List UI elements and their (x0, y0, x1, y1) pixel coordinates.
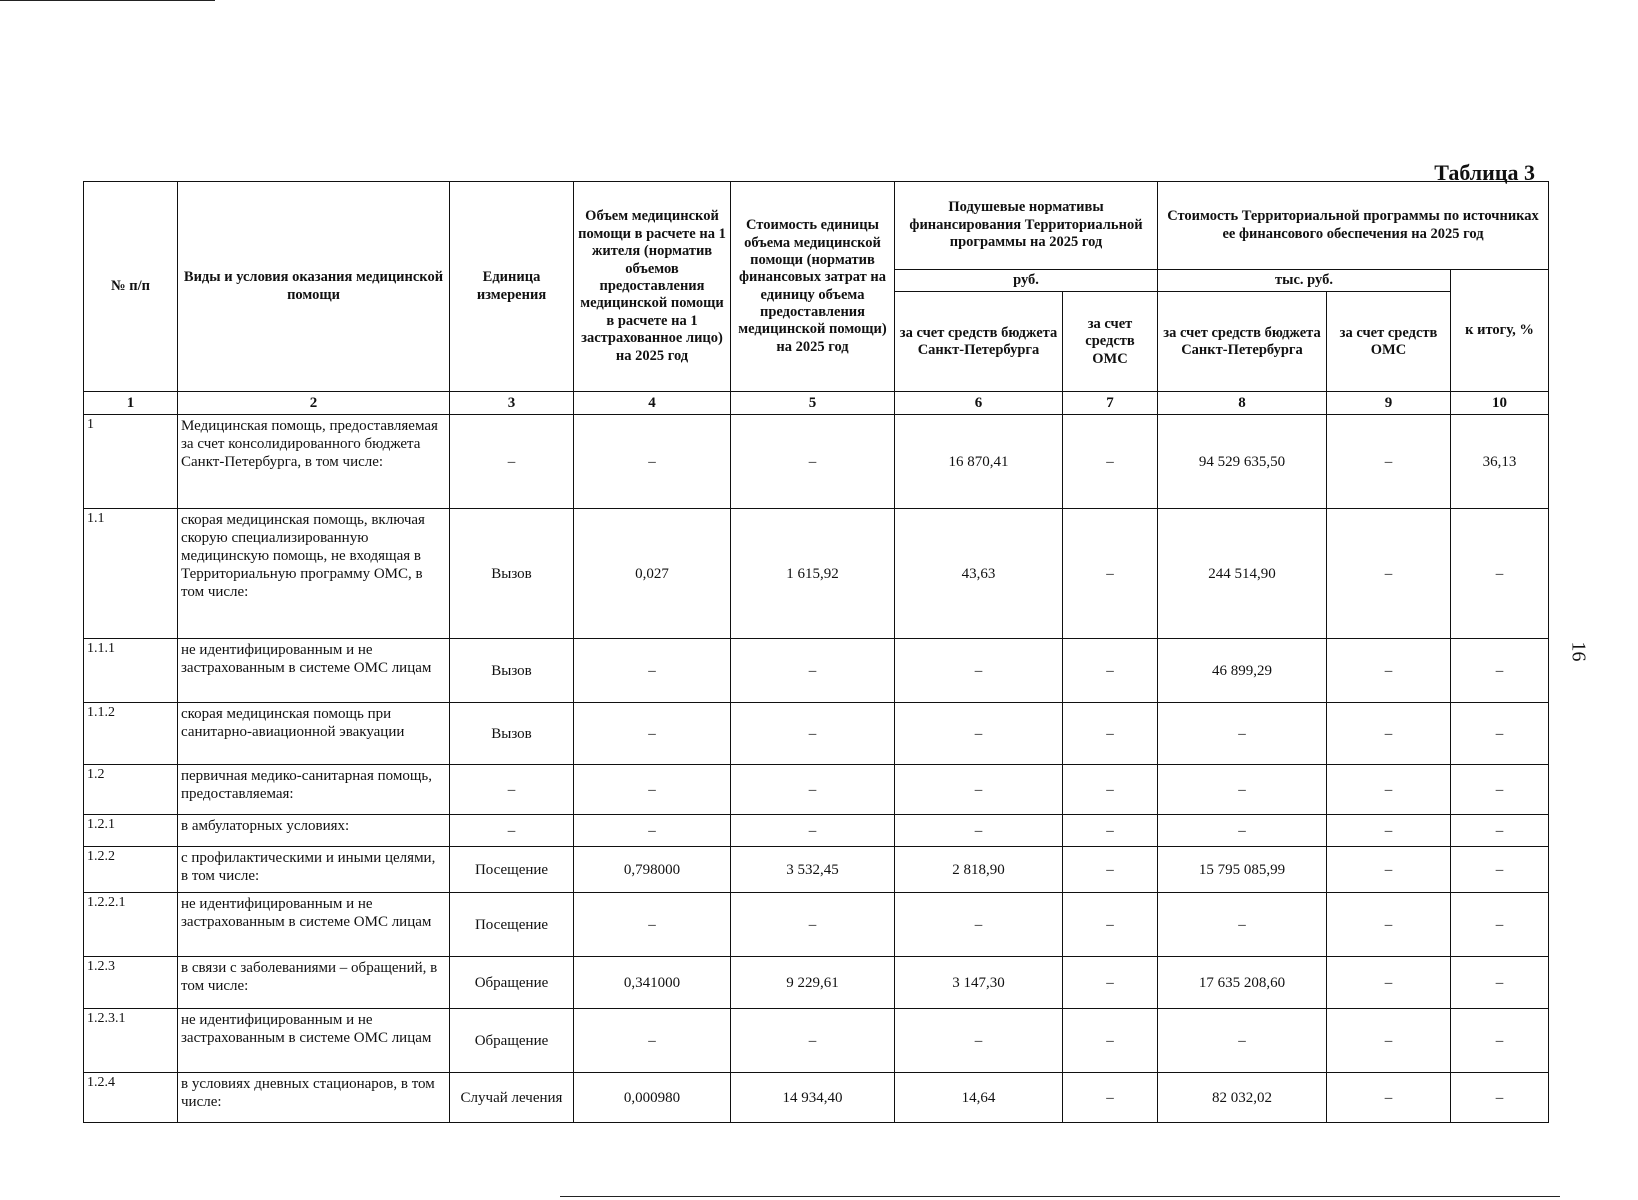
row-name: в условиях дневных стационаров, в том числе: (178, 1073, 450, 1123)
row-tp-budget: – (1158, 703, 1327, 765)
row-number: 1.2.1 (84, 815, 178, 847)
row-cost: – (731, 1009, 895, 1073)
row-pc-budget: 16 870,41 (895, 415, 1063, 509)
row-cost: 9 229,61 (731, 957, 895, 1009)
row-pct: – (1451, 1073, 1549, 1123)
row-cost: 1 615,92 (731, 509, 895, 639)
row-pc-oms: – (1063, 1073, 1158, 1123)
row-volume: 0,798000 (574, 847, 731, 893)
row-volume: 0,341000 (574, 957, 731, 1009)
row-pc-oms: – (1063, 639, 1158, 703)
row-unit: Посещение (450, 893, 574, 957)
table-header (84, 182, 1549, 415)
row-number: 1.1 (84, 509, 178, 639)
row-pc-budget: – (895, 1009, 1063, 1073)
row-volume: – (574, 639, 731, 703)
row-number: 1.1.2 (84, 703, 178, 765)
column-index: 7 (1063, 392, 1158, 415)
header-total-pct: к итогу, % (1451, 270, 1549, 392)
header-per-capita: Подушевые нормативы финансирования Территориальной программы на 2025 год (895, 182, 1158, 270)
row-number: 1.2 (84, 765, 178, 815)
row-tp-budget: – (1158, 765, 1327, 815)
row-pct: – (1451, 815, 1549, 847)
row-tp-budget: 46 899,29 (1158, 639, 1327, 703)
header-unit: Единица измерения (450, 182, 574, 392)
row-cost: – (731, 639, 895, 703)
row-number: 1.2.3 (84, 957, 178, 1009)
row-pc-budget: – (895, 703, 1063, 765)
row-unit: Обращение (450, 957, 574, 1009)
row-pct: – (1451, 1009, 1549, 1073)
row-cost: 14 934,40 (731, 1073, 895, 1123)
row-tp-oms: – (1327, 509, 1451, 639)
row-cost: – (731, 765, 895, 815)
row-unit: Посещение (450, 847, 574, 893)
row-name: скорая медицинская помощь, включая скорую специализированную медицинскую помощь, не входящая в Территориальную программу ОМС, в том числе: (178, 509, 450, 639)
table-row (84, 957, 1549, 1009)
row-pct: – (1451, 957, 1549, 1009)
row-volume: – (574, 815, 731, 847)
table-body (84, 415, 1549, 1123)
row-cost: 3 532,45 (731, 847, 895, 893)
table-row (84, 509, 1549, 639)
table-row (84, 765, 1549, 815)
header-unit-thousand-rub: тыс. руб. (1158, 270, 1451, 292)
table-row (84, 1073, 1549, 1123)
row-tp-oms: – (1327, 639, 1451, 703)
row-unit: – (450, 815, 574, 847)
row-pct: – (1451, 703, 1549, 765)
row-number: 1.2.4 (84, 1073, 178, 1123)
row-pc-oms: – (1063, 1009, 1158, 1073)
row-tp-budget: – (1158, 893, 1327, 957)
row-pc-budget: 14,64 (895, 1073, 1063, 1123)
row-name: в амбулаторных условиях: (178, 815, 450, 847)
table-row (84, 893, 1549, 957)
row-pc-budget: – (895, 815, 1063, 847)
column-index: 8 (1158, 392, 1327, 415)
row-tp-oms: – (1327, 957, 1451, 1009)
row-pct: 36,13 (1451, 415, 1549, 509)
row-tp-oms: – (1327, 893, 1451, 957)
page-number: 16 (1567, 641, 1590, 662)
row-pc-budget: 3 147,30 (895, 957, 1063, 1009)
table-title: Таблица 3 (1434, 160, 1535, 185)
row-volume: – (574, 1009, 731, 1073)
row-cost: – (731, 415, 895, 509)
row-pc-oms: – (1063, 815, 1158, 847)
row-pc-oms: – (1063, 893, 1158, 957)
column-index: 10 (1451, 392, 1549, 415)
header-tp-oms: за счет средств ОМС (1327, 292, 1451, 392)
row-pc-oms: – (1063, 509, 1158, 639)
row-unit: Вызов (450, 509, 574, 639)
column-index: 1 (84, 392, 178, 415)
column-index: 4 (574, 392, 731, 415)
header-program-cost: Стоимость Территориальной программы по источниках ее финансового обеспечения на 2025 год (1158, 182, 1549, 270)
row-pct: – (1451, 765, 1549, 815)
header-type: Виды и условия оказания медицинской помощи (178, 182, 450, 392)
scan-edge-bottom (560, 1196, 1560, 1197)
table-row (84, 703, 1549, 765)
row-name: в связи с заболеваниями – обращений, в том числе: (178, 957, 450, 1009)
row-tp-oms: – (1327, 1073, 1451, 1123)
row-cost: – (731, 815, 895, 847)
row-tp-budget: – (1158, 815, 1327, 847)
row-number: 1.1.1 (84, 639, 178, 703)
row-pc-oms: – (1063, 765, 1158, 815)
row-number: 1.2.2.1 (84, 893, 178, 957)
header-pc-oms: за счет средств ОМС (1063, 292, 1158, 392)
table-row (84, 639, 1549, 703)
row-tp-oms: – (1327, 1009, 1451, 1073)
row-tp-oms: – (1327, 847, 1451, 893)
row-volume: 0,027 (574, 509, 731, 639)
row-tp-oms: – (1327, 765, 1451, 815)
row-tp-budget: 94 529 635,50 (1158, 415, 1327, 509)
column-index: 2 (178, 392, 450, 415)
row-number: 1 (84, 415, 178, 509)
row-pc-budget: 2 818,90 (895, 847, 1063, 893)
row-pc-oms: – (1063, 415, 1158, 509)
row-tp-budget: 82 032,02 (1158, 1073, 1327, 1123)
row-tp-oms: – (1327, 815, 1451, 847)
row-tp-oms: – (1327, 415, 1451, 509)
row-pct: – (1451, 893, 1549, 957)
row-name: не идентифицированным и не застрахованным в системе ОМС лицам (178, 893, 450, 957)
header-num: № п/п (84, 182, 178, 392)
row-pc-oms: – (1063, 703, 1158, 765)
column-index: 9 (1327, 392, 1451, 415)
row-unit: Обращение (450, 1009, 574, 1073)
table-row (84, 815, 1549, 847)
row-volume: – (574, 893, 731, 957)
row-unit: Вызов (450, 703, 574, 765)
row-unit: – (450, 415, 574, 509)
column-index: 3 (450, 392, 574, 415)
row-pct: – (1451, 847, 1549, 893)
scan-edge-top (0, 0, 215, 1)
row-pc-budget: – (895, 639, 1063, 703)
row-name: с профилактическими и иными целями, в том числе: (178, 847, 450, 893)
header-cost: Стоимость единицы объема медицинской помощи (норматив финансовых затрат на единицу объема предоставления медицинской помощи) на 2025 год (731, 182, 895, 392)
row-number: 1.2.3.1 (84, 1009, 178, 1073)
row-volume: – (574, 765, 731, 815)
row-pc-oms: – (1063, 847, 1158, 893)
row-name: скорая медицинская помощь при санитарно-авиационной эвакуации (178, 703, 450, 765)
table-row (84, 1009, 1549, 1073)
row-pc-budget: – (895, 893, 1063, 957)
row-tp-budget: 244 514,90 (1158, 509, 1327, 639)
header-unit-rub: руб. (895, 270, 1158, 292)
header-tp-budget: за счет средств бюджета Санкт-Петербурга (1158, 292, 1327, 392)
row-pc-budget: – (895, 765, 1063, 815)
table-row (84, 847, 1549, 893)
row-tp-oms: – (1327, 703, 1451, 765)
column-index: 5 (731, 392, 895, 415)
row-tp-budget: – (1158, 1009, 1327, 1073)
row-cost: – (731, 893, 895, 957)
row-volume: – (574, 703, 731, 765)
row-unit: Вызов (450, 639, 574, 703)
row-volume: – (574, 415, 731, 509)
row-pc-oms: – (1063, 957, 1158, 1009)
row-tp-budget: 15 795 085,99 (1158, 847, 1327, 893)
column-index: 6 (895, 392, 1063, 415)
financing-table (83, 181, 1549, 1123)
header-pc-budget: за счет средств бюджета Санкт-Петербурга (895, 292, 1063, 392)
row-name: не идентифицированным и не застрахованным в системе ОМС лицам (178, 1009, 450, 1073)
row-name: Медицинская помощь, предоставляемая за счет консолидированного бюджета Санкт-Петербурга, в том числе: (178, 415, 450, 509)
row-tp-budget: 17 635 208,60 (1158, 957, 1327, 1009)
row-pc-budget: 43,63 (895, 509, 1063, 639)
row-cost: – (731, 703, 895, 765)
row-volume: 0,000980 (574, 1073, 731, 1123)
row-name: не идентифицированным и не застрахованным в системе ОМС лицам (178, 639, 450, 703)
row-number: 1.2.2 (84, 847, 178, 893)
header-volume: Объем медицинской помощи в расчете на 1 жителя (норматив объемов предоставления медицинской помощи в расчете на 1 застрахованное лицо) на 2025 год (574, 182, 731, 392)
row-unit: Случай лечения (450, 1073, 574, 1123)
row-pct: – (1451, 509, 1549, 639)
row-unit: – (450, 765, 574, 815)
table-row (84, 415, 1549, 509)
row-name: первичная медико-санитарная помощь, предоставляемая: (178, 765, 450, 815)
row-pct: – (1451, 639, 1549, 703)
